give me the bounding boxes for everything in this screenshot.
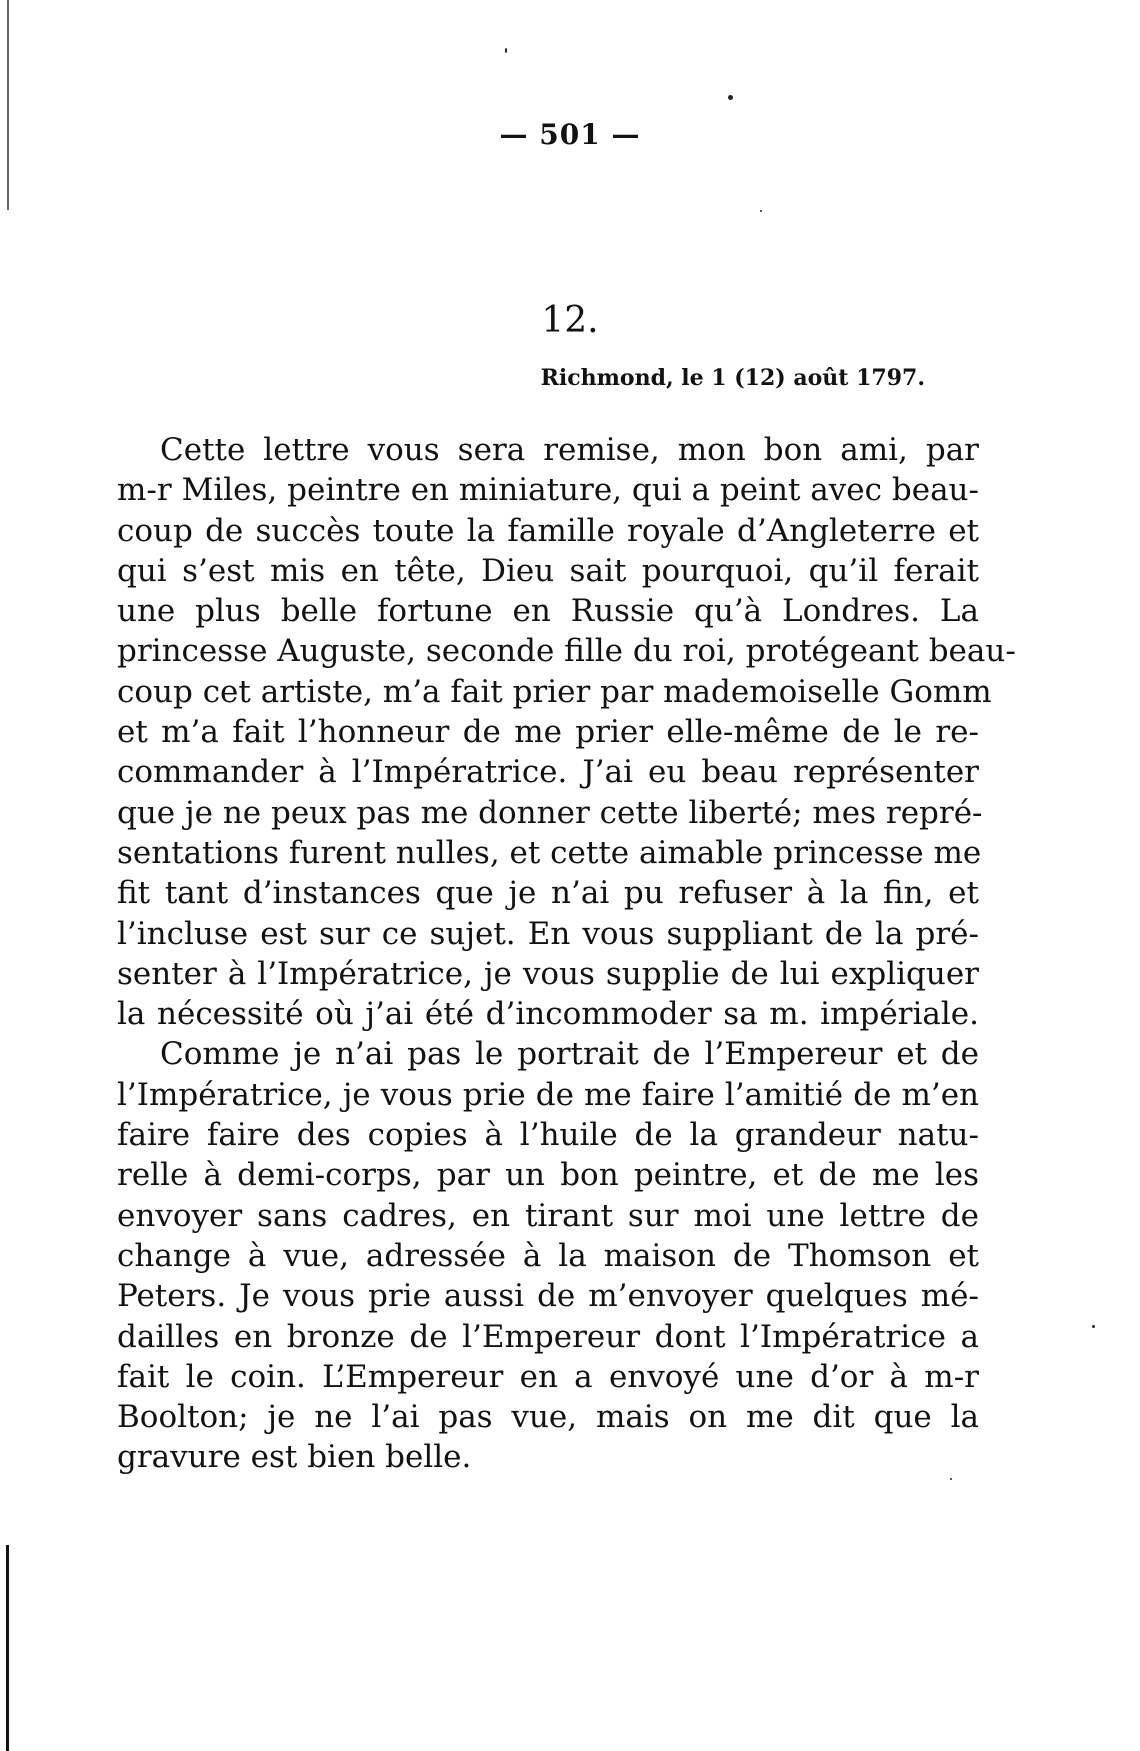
letter-body bbox=[117, 430, 1016, 1478]
left-margin-rule-bottom bbox=[6, 1545, 9, 1751]
letter-number: 12. bbox=[541, 300, 599, 341]
text-line: la nécessité où j’ai été d’incommoder sa m. impériale. bbox=[117, 996, 979, 1033]
text-line: dailles en bronze de l’Empereur dont l’Impératrice a bbox=[117, 1318, 979, 1355]
text-line: qui s’est mis en tête, Dieu sait pourquoi, qu’il ferait bbox=[117, 552, 979, 589]
scan-speck bbox=[505, 48, 507, 53]
text-line: change à vue, adressée à la maison de Thomson et bbox=[117, 1237, 979, 1274]
text-line: Cette lettre vous sera remise, mon bon ami, par bbox=[160, 432, 979, 468]
text-line: fit tant d’instances que je n’ai pu refuser à la fin, et bbox=[117, 875, 979, 912]
text-line: que je ne peux pas me donner cette liberté; mes repré- bbox=[117, 794, 983, 831]
text-line: une plus belle fortune en Russie qu’à Londres. La bbox=[117, 593, 979, 630]
scan-speck bbox=[950, 1478, 952, 1480]
text-line: l’Impératrice, je vous prie de me faire l’amitié de m’en bbox=[117, 1076, 979, 1113]
scan-speck bbox=[1092, 1325, 1095, 1328]
page-number: — 501 — bbox=[499, 118, 641, 151]
text-line: coup cet artiste, m’a fait prier par mademoiselle Gomm bbox=[117, 673, 992, 710]
paragraph-1 bbox=[117, 430, 1016, 1034]
text-line: princesse Auguste, seconde fille du roi, protégeant beau- bbox=[117, 633, 1016, 670]
text-line: fait le coin. L’Empereur en a envoyé une d’or à m-r bbox=[117, 1358, 979, 1395]
letter-dateline: Richmond, le 1 (12) août 1797. bbox=[540, 365, 925, 391]
scan-speck bbox=[760, 210, 762, 212]
text-line: commander à l’Impératrice. J’ai eu beau représenter bbox=[117, 754, 979, 791]
text-line: faire faire des copies à l’huile de la grandeur natu- bbox=[117, 1117, 979, 1154]
text-line: coup de succès toute la famille royale d’Angleterre et bbox=[117, 512, 979, 549]
text-line: Boolton; je ne l’ai pas vue, mais on me dit que la bbox=[117, 1399, 979, 1436]
left-margin-rule-top bbox=[7, 0, 9, 210]
text-line: m-r Miles, peintre en miniature, qui a peint avec beau- bbox=[117, 472, 979, 509]
text-line: Comme je n’ai pas le portrait de l’Empereur et de bbox=[160, 1036, 979, 1073]
text-line: gravure est bien belle. bbox=[117, 1439, 472, 1476]
text-line: senter à l’Impératrice, je vous supplie de lui expliquer bbox=[117, 955, 979, 992]
text-line: l’incluse est sur ce sujet. En vous suppliant de la pré- bbox=[117, 915, 979, 952]
text-line: sentations furent nulles, et cette aimable princesse me bbox=[117, 834, 982, 871]
text-line: et m’a fait l’honneur de me prier elle-même de le re- bbox=[117, 714, 979, 751]
scan-speck bbox=[728, 95, 733, 100]
text-line: Peters. Je vous prie aussi de m’envoyer quelques mé- bbox=[117, 1278, 979, 1315]
paragraph-2 bbox=[117, 1034, 979, 1477]
text-line: relle à demi-corps, par un bon peintre, et de me les bbox=[117, 1157, 979, 1194]
text-line: envoyer sans cadres, en tirant sur moi une lettre de bbox=[117, 1197, 979, 1234]
